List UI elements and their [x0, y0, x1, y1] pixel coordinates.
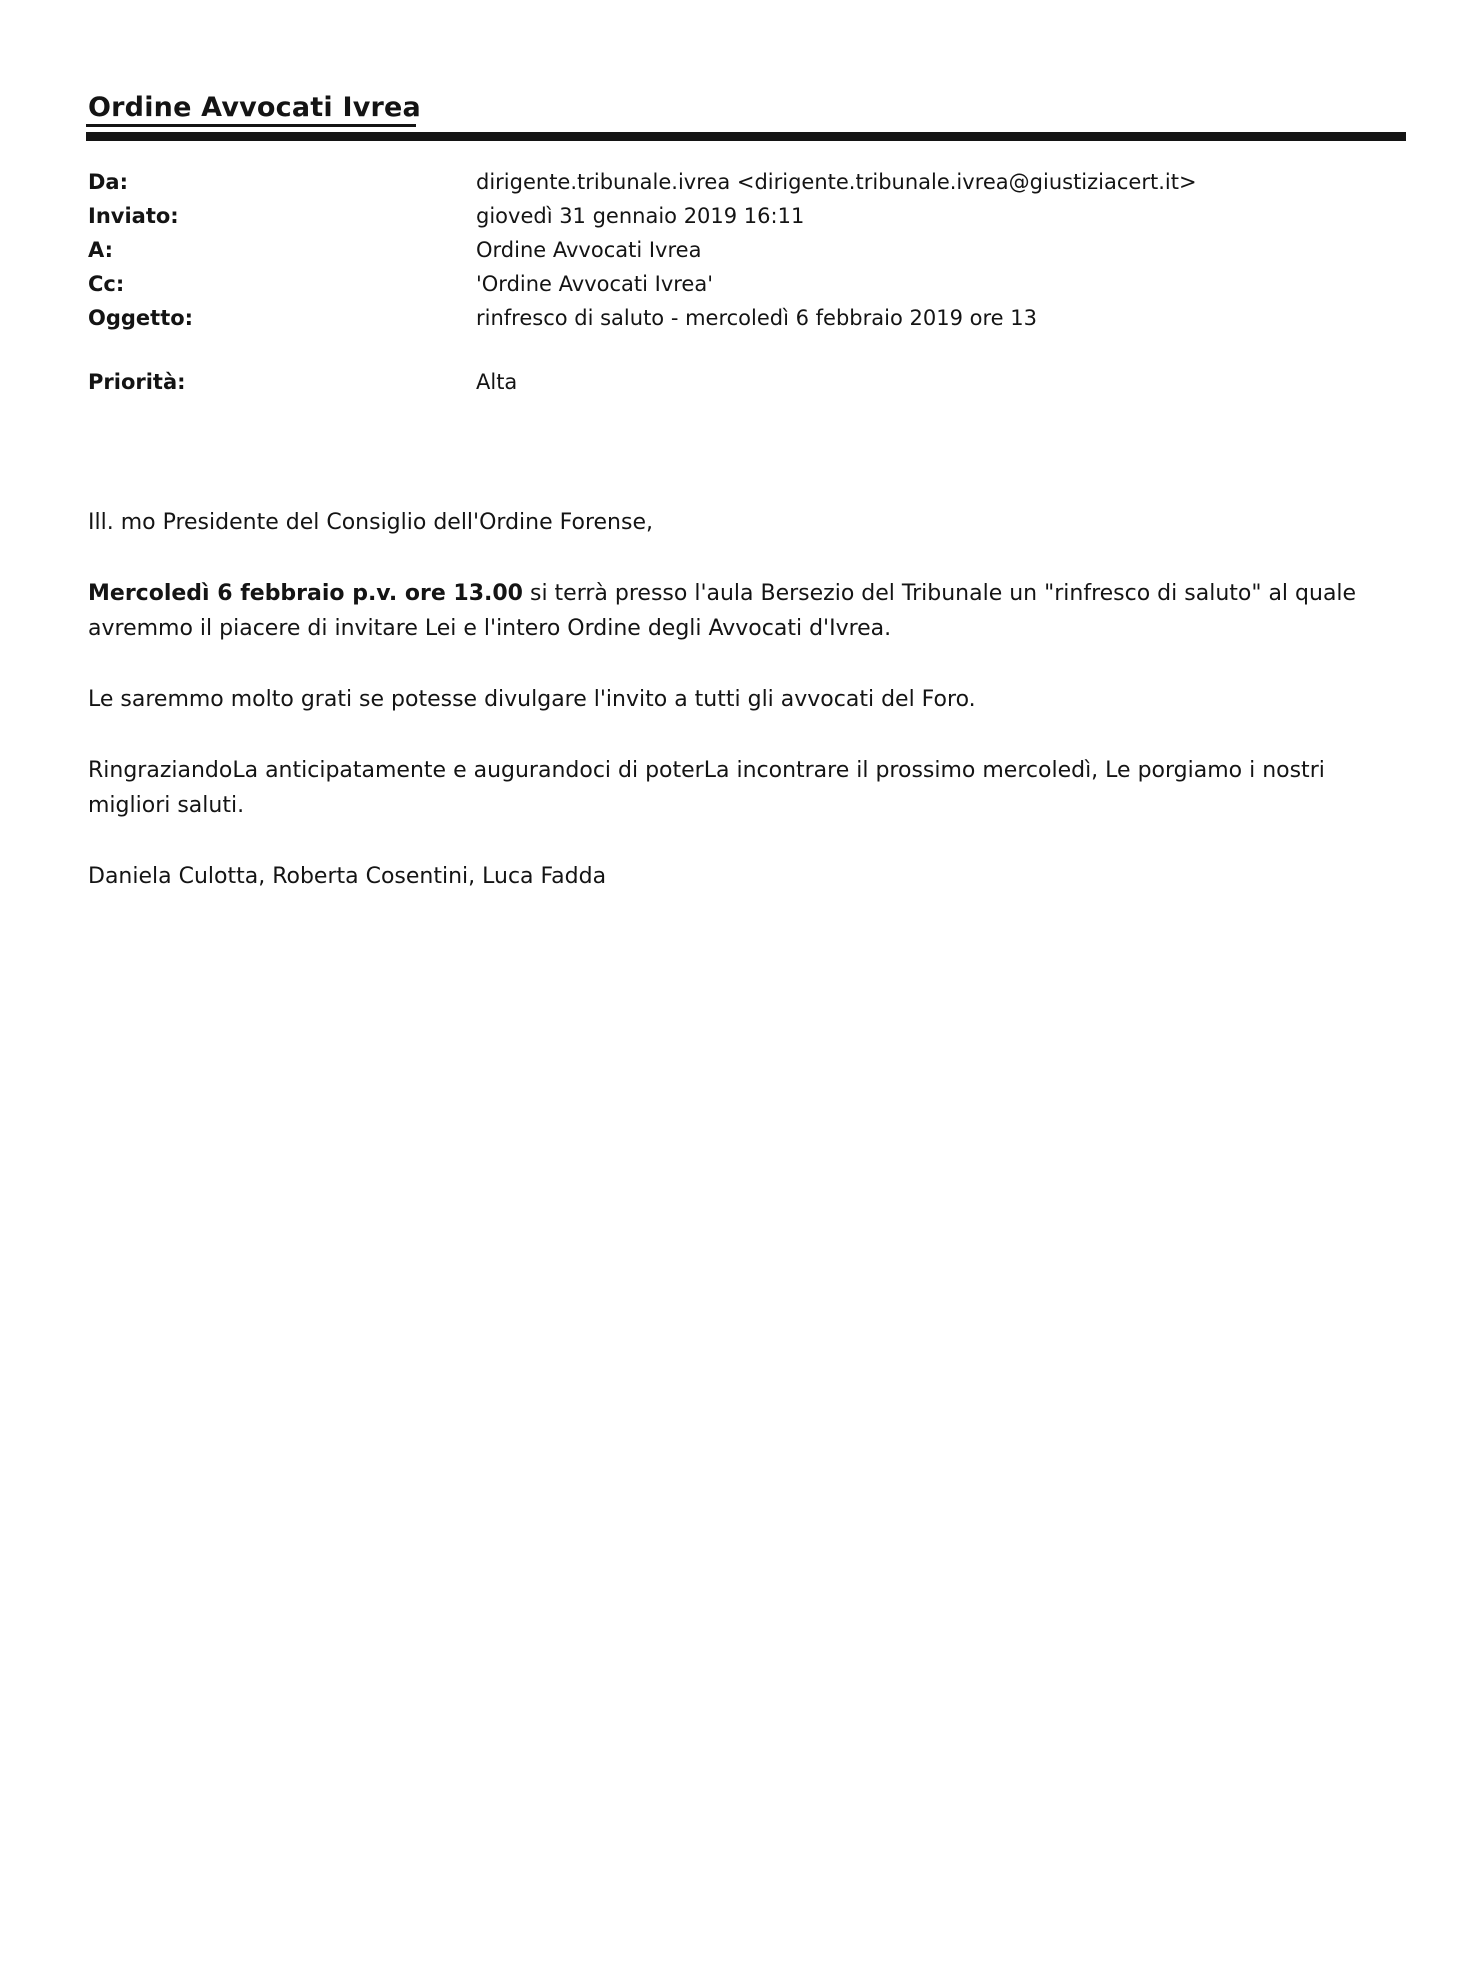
cc-label: Cc: — [88, 272, 125, 296]
priority-value: Alta — [476, 370, 518, 394]
header-row-from — [88, 170, 1388, 204]
sent-label: Inviato: — [88, 204, 179, 228]
header-row-sent — [88, 204, 1388, 238]
subject-value: rinfresco di saluto - mercoledì 6 febbraio 2019 ore 13 — [476, 306, 1037, 330]
paragraph-invitation — [88, 576, 1408, 646]
paragraph-closing: RingraziandoLa anticipatamente e augurandoci di poterLa incontrare il prossimo mercoledì, Le porgiamo i nostri migliori saluti. — [88, 758, 1325, 818]
email-header — [88, 170, 1388, 404]
signature: Daniela Culotta, Roberta Cosentini, Luca Fadda — [88, 864, 607, 889]
header-row-priority — [88, 370, 1388, 404]
sent-value: giovedì 31 gennaio 2019 16:11 — [476, 204, 805, 228]
event-datetime: Mercoledì 6 febbraio p.v. ore 13.00 — [88, 581, 523, 606]
email-body — [88, 505, 1408, 930]
document-title: Ordine Avvocati Ivrea — [88, 92, 421, 123]
header-row-to — [88, 238, 1388, 272]
header-divider — [86, 132, 1406, 141]
from-value: dirigente.tribunale.ivrea <dirigente.tribunale.ivrea@giustiziacert.it> — [476, 170, 1197, 194]
from-label: Da: — [88, 170, 129, 194]
invitation-text: si terrà presso l'aula Bersezio del Tribunale un "rinfresco di saluto" al quale avremmo il piacere di invitare Lei e l'intero Ordine degli Avvocati d'Ivrea. — [88, 581, 1357, 641]
salutation: Ill. mo Presidente del Consiglio dell'Ordine Forense, — [88, 510, 653, 535]
header-row-subject — [88, 306, 1388, 340]
priority-label: Priorità: — [88, 370, 186, 394]
subject-label: Oggetto: — [88, 306, 194, 330]
paragraph-request: Le saremmo molto grati se potesse divulgare l'invito a tutti gli avvocati del Foro. — [88, 687, 976, 712]
to-label: A: — [88, 238, 114, 262]
to-value: Ordine Avvocati Ivrea — [476, 238, 702, 262]
header-row-cc — [88, 272, 1388, 306]
cc-value: 'Ordine Avvocati Ivrea' — [476, 272, 713, 296]
title-underline — [86, 124, 416, 127]
